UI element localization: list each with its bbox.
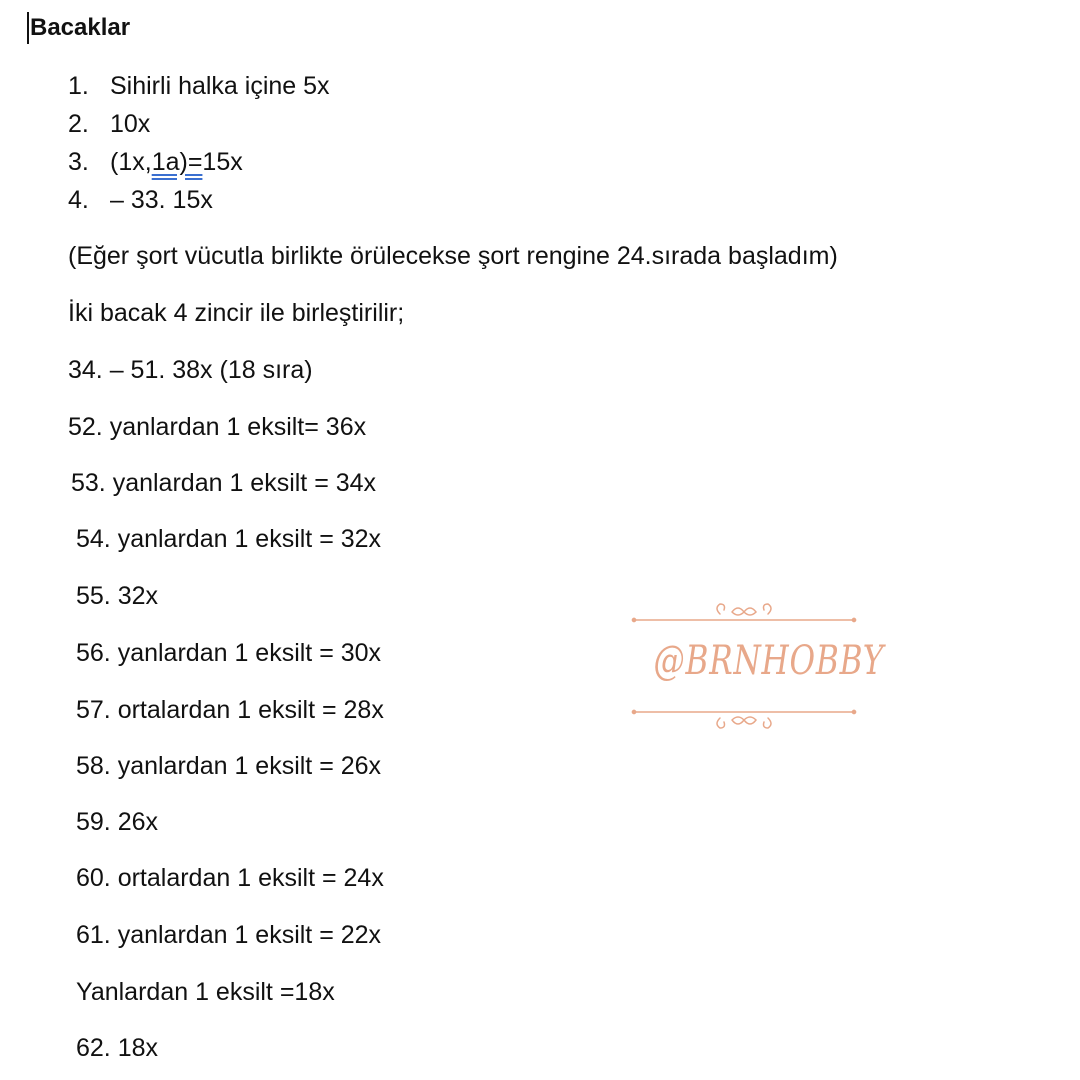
list-item: 3. (1x,1a)=15x: [68, 148, 243, 176]
row-line: 58. yanlardan 1 eksilt = 26x: [76, 752, 382, 780]
row-line: 54. yanlardan 1 eksilt = 32x: [76, 525, 382, 553]
spellcheck-underline: 1a)=: [151, 148, 203, 176]
join-paragraph: İki bacak 4 zincir ile birleştirilir;: [68, 299, 405, 327]
row-line: 53. yanlardan 1 eksilt = 34x: [71, 469, 377, 497]
row-line: 59. 26x: [76, 808, 159, 836]
text-cursor: [27, 12, 29, 44]
numbered-list: [68, 67, 330, 219]
row-line: 34. – 51. 38x (18 sıra): [68, 356, 313, 384]
list-item: 2. 10x: [68, 110, 151, 138]
row-line: 62. 18x: [76, 1034, 159, 1062]
watermark-text: @BRNHOBBY: [653, 638, 885, 684]
list-item: 1. Sihirli halka içine 5x: [68, 72, 330, 100]
note-paragraph: (Eğer şort vücutla birlikte örülecekse şort rengine 24.sırada başladım): [68, 242, 838, 270]
row-line: 60. ortalardan 1 eksilt = 24x: [76, 864, 384, 892]
row-line: 57. ortalardan 1 eksilt = 28x: [76, 696, 384, 724]
document-title: Bacaklar: [30, 14, 131, 41]
row-line: 52. yanlardan 1 eksilt= 36x: [68, 413, 367, 441]
watermark: [628, 600, 885, 732]
row-line: 55. 32x: [76, 582, 159, 610]
list-item: 4. – 33. 15x: [68, 186, 213, 214]
row-line: 61. yanlardan 1 eksilt = 22x: [76, 921, 382, 949]
row-line: 56. yanlardan 1 eksilt = 30x: [76, 639, 382, 667]
row-line: Yanlardan 1 eksilt =18x: [76, 978, 335, 1006]
